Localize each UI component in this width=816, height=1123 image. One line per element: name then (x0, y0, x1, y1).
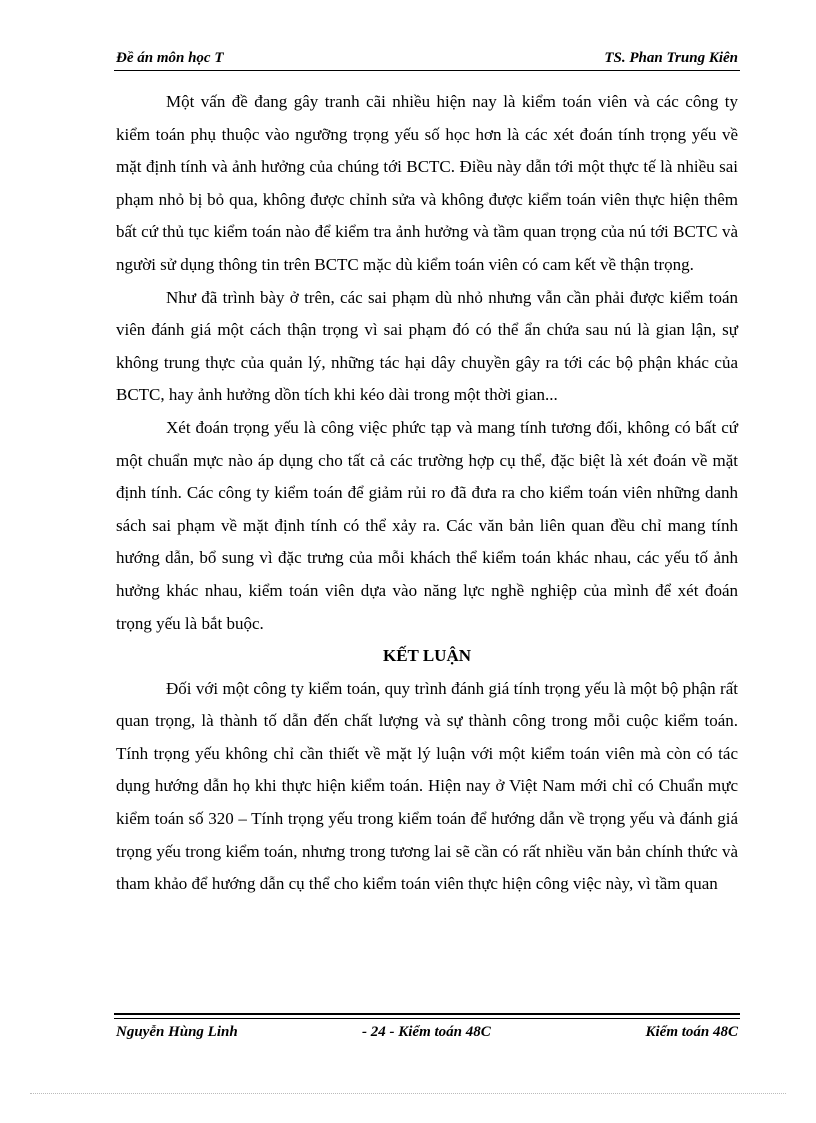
footer-rule-bottom (114, 1018, 740, 1019)
header-course-title: Đề án môn học T (116, 50, 224, 66)
paragraph-1: Một vấn đề đang gây tranh cãi nhiều hiện nay là kiểm toán viên và các công ty kiểm toán phụ thuộc vào ngưỡng trọng yếu số học hơn là các xét đoán tính trọng yếu về mặt định tính và ảnh hưởng của chúng tới BCTC. Điều này dẫn tới một thực tế là nhiều sai phạm nhỏ bị bỏ qua, không được chỉnh sửa và không được kiểm toán viên thực hiện thêm bất cứ thủ tục kiểm toán nào để kiểm tra ảnh hưởng và tầm quan trọng của nú tới BCTC và người sử dụng thông tin trên BCTC mặc dù kiểm toán viên có cam kết về thận trọng. (116, 92, 738, 274)
section-heading: KẾT LUẬN (382, 646, 471, 666)
footer-class: Kiểm toán 48C (645, 1024, 738, 1040)
paragraph-3: Xét đoán trọng yếu là công việc phức tạp và mang tính tương đối, không có bất cứ một chuẩn mực nào áp dụng cho tất cả các trường hợp cụ thể, đặc biệt là xét đoán về mặt định tính. Các công ty kiểm toán để giảm rủi ro đã đưa ra cho kiểm toán viên những danh sách sai phạm về mặt định tính có thể xảy ra. Các văn bản liên quan đều chỉ mang tính hướng dẫn, bổ sung vì đặc trưng của mỗi khách thể kiểm toán khác nhau, các yếu tố ảnh hưởng khác nhau, kiểm toán viên dựa vào năng lực nghề nghiệp của mình để xét đoán trọng yếu là bắt buộc. (116, 417, 738, 633)
header-supervisor: TS. Phan Trung Kiên (604, 50, 738, 66)
footer-rule-top (114, 1013, 740, 1015)
footer-author: Nguyễn Hùng Linh (116, 1024, 238, 1040)
page-bottom-divider (30, 1093, 786, 1094)
footer-page-number: - 24 - Kiểm toán 48C (362, 1024, 491, 1040)
page-header (116, 50, 738, 68)
page-footer (116, 1024, 738, 1042)
header-rule (114, 70, 740, 71)
page-body (116, 86, 738, 901)
paragraph-2: Như đã trình bày ở trên, các sai phạm dù nhỏ nhưng vẫn cần phải được kiểm toán viên đánh giá một cách thận trọng vì sai phạm đó có thể ẩn chứa sau nú là gian lận, sự không trung thực của quản lý, những tác hại dây chuyền gây ra tới các bộ phận khác của BCTC, hay ảnh hưởng dồn tích khi kéo dài trong một thời gian... (116, 287, 738, 405)
paragraph-4: Đối với một công ty kiểm toán, quy trình đánh giá tính trọng yếu là một bộ phận rất quan trọng, là thành tố dẫn đến chất lượng và sự thành công trong mỗi cuộc kiểm toán. Tính trọng yếu không chỉ cần thiết về mặt lý luận với một kiểm toán viên mà còn có tác dụng hướng dẫn họ khi thực hiện kiểm toán. Hiện nay ở Việt Nam mới chỉ có Chuẩn mực kiểm toán số 320 – Tính trọng yếu trong kiểm toán để hướng dẫn về trọng yếu và đánh giá trọng yếu trong kiểm toán, nhưng trong tương lai sẽ cần có rất nhiều văn bản chính thức và tham khảo để hướng dẫn cụ thể cho kiểm toán viên thực hiện công việc này, vì tầm quan (116, 678, 738, 894)
